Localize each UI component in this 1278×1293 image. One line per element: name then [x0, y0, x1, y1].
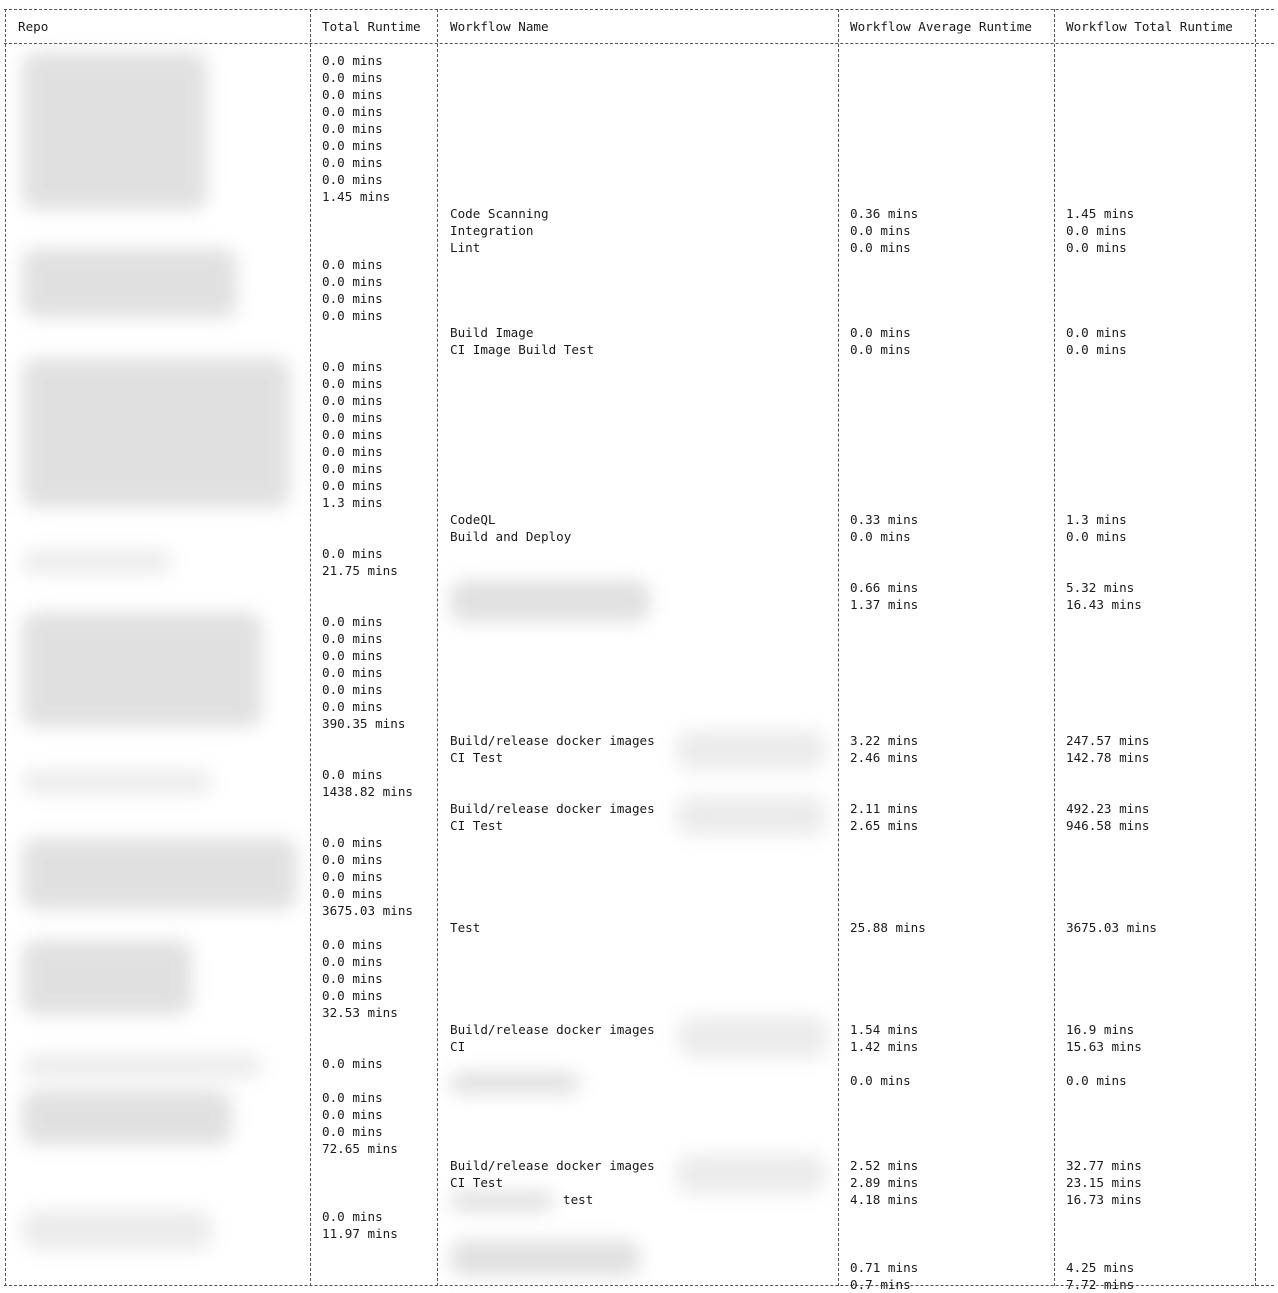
total-runtime-cell: 0.0 mins — [322, 937, 383, 952]
total-runtime-cell: 0.0 mins — [322, 631, 383, 646]
total-runtime-cell: 0.0 mins — [322, 104, 383, 119]
workflow-average-runtime-cell: 0.0 mins — [850, 1073, 911, 1088]
total-runtime-cell: 0.0 mins — [322, 478, 383, 493]
workflow-name-cell: CI Test — [450, 1175, 504, 1190]
workflow-name-cell: Build and Deploy — [450, 529, 572, 544]
redacted-repo-name — [22, 1090, 232, 1145]
total-runtime-cell: 0.0 mins — [322, 274, 383, 289]
workflow-average-runtime-cell: 1.54 mins — [850, 1022, 919, 1037]
total-runtime-cell: 0.0 mins — [322, 155, 383, 170]
workflow-average-runtime-cell: 2.46 mins — [850, 750, 919, 765]
workflow-name-cell: CI Test — [450, 750, 504, 765]
redacted-workflow-name — [450, 580, 650, 622]
column-divider — [1255, 9, 1256, 1286]
workflow-total-runtime-cell: 247.57 mins — [1066, 733, 1150, 748]
workflow-average-runtime-cell: 25.88 mins — [850, 920, 926, 935]
workflow-average-runtime-cell: 0.7 mins — [850, 1277, 911, 1292]
total-runtime-cell: 0.0 mins — [322, 291, 383, 306]
redacted-workflow-name — [450, 1191, 554, 1211]
workflow-total-runtime-cell: 3675.03 mins — [1066, 920, 1157, 935]
total-runtime-cell: 0.0 mins — [322, 257, 383, 272]
workflow-average-runtime-cell: 2.11 mins — [850, 801, 919, 816]
workflow-average-runtime-cell: 2.65 mins — [850, 818, 919, 833]
column-divider — [310, 9, 311, 1286]
redacted-repo-name — [22, 550, 172, 574]
workflow-average-runtime-cell: 1.37 mins — [850, 597, 919, 612]
total-runtime-cell: 0.0 mins — [322, 1090, 383, 1105]
workflow-average-runtime-cell: 0.71 mins — [850, 1260, 919, 1275]
workflow-average-runtime-cell: 2.89 mins — [850, 1175, 919, 1190]
workflow-total-runtime-cell: 7.72 mins — [1066, 1277, 1135, 1292]
total-runtime-cell: 0.0 mins — [322, 53, 383, 68]
total-runtime-cell: 3675.03 mins — [322, 903, 413, 918]
column-header-workflow-average-runtime: Workflow Average Runtime — [850, 19, 1032, 34]
workflow-average-runtime-cell: 0.0 mins — [850, 223, 911, 238]
workflow-name-cell: Integration — [450, 223, 534, 238]
column-divider — [437, 9, 438, 1286]
total-runtime-cell: 0.0 mins — [322, 410, 383, 425]
workflow-average-runtime-cell: 0.33 mins — [850, 512, 919, 527]
workflow-name-cell: test — [563, 1192, 594, 1207]
column-header-total-runtime: Total Runtime — [322, 19, 421, 34]
column-header-workflow-name: Workflow Name — [450, 19, 549, 34]
workflow-name-cell: Test — [450, 920, 481, 935]
total-runtime-cell: 0.0 mins — [322, 121, 383, 136]
total-runtime-cell: 0.0 mins — [322, 682, 383, 697]
workflow-total-runtime-cell: 0.0 mins — [1066, 529, 1127, 544]
total-runtime-cell: 0.0 mins — [322, 172, 383, 187]
total-runtime-cell: 0.0 mins — [322, 988, 383, 1003]
workflow-average-runtime-cell: 0.0 mins — [850, 240, 911, 255]
total-runtime-cell: 0.0 mins — [322, 869, 383, 884]
workflow-total-runtime-cell: 1.3 mins — [1066, 512, 1127, 527]
workflow-total-runtime-cell: 492.23 mins — [1066, 801, 1150, 816]
total-runtime-cell: 0.0 mins — [322, 614, 383, 629]
total-runtime-cell: 0.0 mins — [322, 1107, 383, 1122]
total-runtime-cell: 0.0 mins — [322, 852, 383, 867]
workflow-name-cell: Lint — [450, 240, 481, 255]
redacted-repo-name — [22, 52, 207, 210]
total-runtime-cell: 1.45 mins — [322, 189, 391, 204]
total-runtime-cell: 0.0 mins — [322, 835, 383, 850]
total-runtime-cell: 0.0 mins — [322, 546, 383, 561]
total-runtime-cell: 0.0 mins — [322, 886, 383, 901]
workflow-total-runtime-cell: 1.45 mins — [1066, 206, 1135, 221]
redacted-workflow-name — [450, 1072, 580, 1094]
total-runtime-cell: 0.0 mins — [322, 1209, 383, 1224]
total-runtime-cell: 0.0 mins — [322, 954, 383, 969]
total-runtime-cell: 0.0 mins — [322, 767, 383, 782]
workflow-total-runtime-cell: 5.32 mins — [1066, 580, 1135, 595]
total-runtime-cell: 0.0 mins — [322, 359, 383, 374]
workflow-average-runtime-cell: 2.52 mins — [850, 1158, 919, 1173]
total-runtime-cell: 0.0 mins — [322, 70, 383, 85]
workflow-average-runtime-cell: 3.22 mins — [850, 733, 919, 748]
workflow-average-runtime-cell: 4.18 mins — [850, 1192, 919, 1207]
total-runtime-cell: 1.3 mins — [322, 495, 383, 510]
workflow-total-runtime-cell: 32.77 mins — [1066, 1158, 1142, 1173]
total-runtime-cell: 0.0 mins — [322, 1124, 383, 1139]
column-divider — [5, 9, 6, 1286]
redacted-repo-name — [22, 358, 290, 508]
total-runtime-cell: 0.0 mins — [322, 1056, 383, 1071]
total-runtime-cell: 0.0 mins — [322, 376, 383, 391]
total-runtime-cell: 0.0 mins — [322, 87, 383, 102]
workflow-average-runtime-cell: 0.0 mins — [850, 529, 911, 544]
redacted-workflow-suffix — [676, 1154, 826, 1194]
column-header-repo: Repo — [18, 19, 49, 34]
column-divider — [1054, 9, 1055, 1286]
total-runtime-cell: 0.0 mins — [322, 971, 383, 986]
workflow-total-runtime-cell: 946.58 mins — [1066, 818, 1150, 833]
redacted-repo-name — [22, 248, 237, 318]
total-runtime-cell: 0.0 mins — [322, 308, 383, 323]
workflow-total-runtime-cell: 16.43 mins — [1066, 597, 1142, 612]
total-runtime-cell: 390.35 mins — [322, 716, 406, 731]
redacted-repo-name — [22, 940, 192, 1015]
total-runtime-cell: 0.0 mins — [322, 665, 383, 680]
workflow-name-cell: CodeQL — [450, 512, 496, 527]
workflow-total-runtime-cell: 0.0 mins — [1066, 342, 1127, 357]
column-divider — [838, 9, 839, 1286]
workflow-name-cell: CI — [450, 1039, 466, 1054]
workflow-total-runtime-cell: 0.0 mins — [1066, 325, 1127, 340]
redacted-repo-name — [22, 1054, 262, 1078]
redacted-workflow-name — [450, 1240, 640, 1276]
redacted-workflow-suffix — [676, 796, 826, 836]
workflow-total-runtime-cell: 0.0 mins — [1066, 240, 1127, 255]
redacted-repo-name — [22, 612, 262, 727]
workflow-name-cell: Build/release docker images — [450, 733, 655, 748]
workflow-total-runtime-cell: 16.9 mins — [1066, 1022, 1135, 1037]
redacted-workflow-suffix — [678, 1016, 828, 1058]
workflow-average-runtime-cell: 0.0 mins — [850, 342, 911, 357]
workflow-name-cell: Build/release docker images — [450, 1158, 655, 1173]
workflow-total-runtime-cell: 0.0 mins — [1066, 223, 1127, 238]
workflow-average-runtime-cell: 1.42 mins — [850, 1039, 919, 1054]
total-runtime-cell: 0.0 mins — [322, 699, 383, 714]
total-runtime-cell: 0.0 mins — [322, 393, 383, 408]
workflow-average-runtime-cell: 0.0 mins — [850, 325, 911, 340]
total-runtime-cell: 72.65 mins — [322, 1141, 398, 1156]
workflow-total-runtime-cell: 16.73 mins — [1066, 1192, 1142, 1207]
workflow-average-runtime-cell: 0.66 mins — [850, 580, 919, 595]
total-runtime-cell: 11.97 mins — [322, 1226, 398, 1241]
workflow-average-runtime-cell: 0.36 mins — [850, 206, 919, 221]
workflow-name-cell: CI Test — [450, 818, 504, 833]
workflow-name-cell: CI Image Build Test — [450, 342, 595, 357]
total-runtime-cell: 1438.82 mins — [322, 784, 413, 799]
header-separator — [4, 43, 1274, 44]
workflow-name-cell: Build/release docker images — [450, 1022, 655, 1037]
workflow-name-cell: Build/release docker images — [450, 801, 655, 816]
workflow-total-runtime-cell: 23.15 mins — [1066, 1175, 1142, 1190]
border-top — [4, 9, 1274, 10]
redacted-repo-name — [22, 1210, 212, 1250]
total-runtime-cell: 0.0 mins — [322, 138, 383, 153]
column-header-workflow-total-runtime: Workflow Total Runtime — [1066, 19, 1233, 34]
total-runtime-cell: 32.53 mins — [322, 1005, 398, 1020]
total-runtime-cell: 0.0 mins — [322, 461, 383, 476]
total-runtime-cell: 0.0 mins — [322, 648, 383, 663]
total-runtime-cell: 21.75 mins — [322, 563, 398, 578]
redacted-repo-name — [22, 838, 297, 910]
total-runtime-cell: 0.0 mins — [322, 444, 383, 459]
workflow-total-runtime-cell: 15.63 mins — [1066, 1039, 1142, 1054]
total-runtime-cell: 0.0 mins — [322, 427, 383, 442]
workflow-name-cell: Code Scanning — [450, 206, 549, 221]
redacted-workflow-suffix — [676, 730, 826, 770]
workflow-name-cell: Build Image — [450, 325, 534, 340]
workflow-total-runtime-cell: 0.0 mins — [1066, 1073, 1127, 1088]
workflow-total-runtime-cell: 142.78 mins — [1066, 750, 1150, 765]
workflow-total-runtime-cell: 4.25 mins — [1066, 1260, 1135, 1275]
redacted-repo-name — [22, 770, 212, 794]
